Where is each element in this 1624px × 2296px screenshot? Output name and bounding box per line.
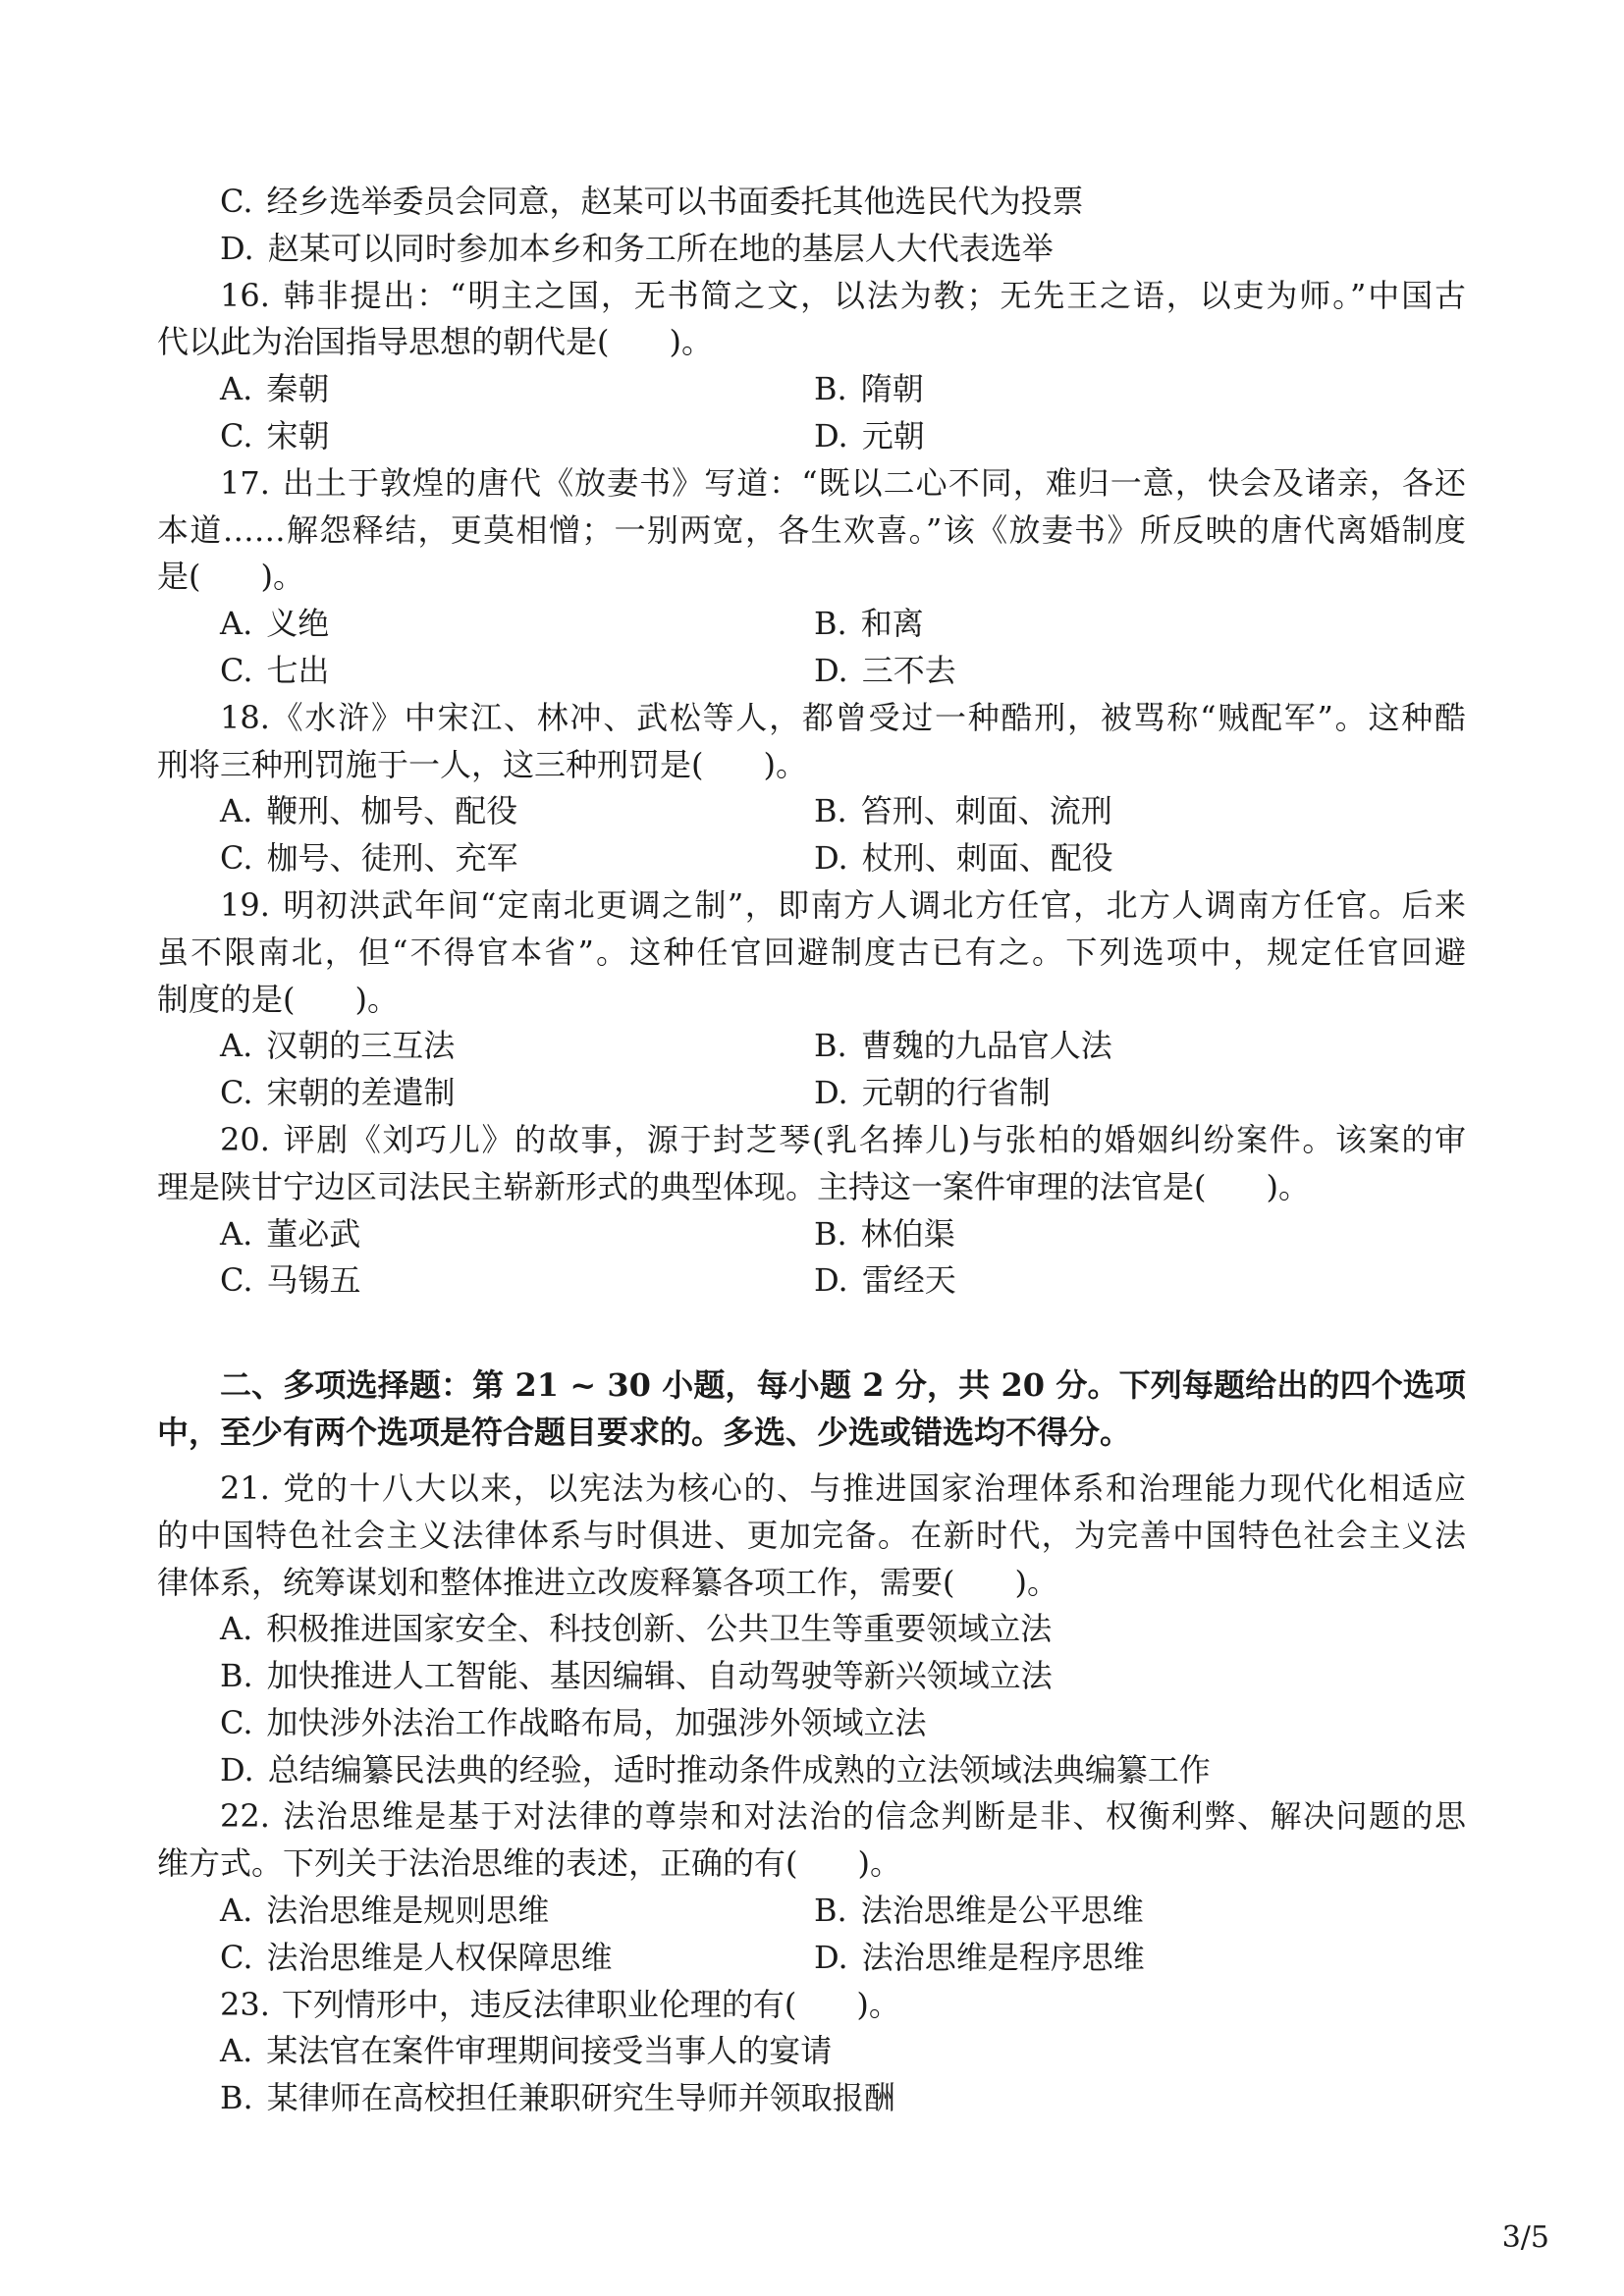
option-label: A. bbox=[220, 370, 253, 408]
question-16 bbox=[157, 273, 1466, 460]
option-a bbox=[220, 366, 814, 413]
option-c bbox=[157, 179, 1466, 226]
option-label: D. bbox=[814, 416, 848, 454]
question-number: 16. bbox=[220, 276, 270, 314]
option-text: 秦朝 bbox=[266, 370, 330, 408]
option-label: A. bbox=[220, 1027, 253, 1065]
option-c bbox=[220, 1257, 814, 1305]
question-stem-line: 的中国特色社会主义法律体系与时俱进、更加完备。在新时代，为完善中国特色社会主义法 bbox=[157, 1516, 1466, 1554]
question-18 bbox=[157, 695, 1466, 882]
option-text: 七出 bbox=[266, 651, 330, 689]
option-b bbox=[157, 2075, 1466, 2122]
question-stem-line bbox=[157, 1793, 1466, 1841]
section-heading-line: 中，至少有两个选项是符合题目要求的。多选、少选或错选均不得分。 bbox=[157, 1413, 1132, 1451]
question-stem-text: 党的十八大以来，以宪法为核心的、与推进国家治理体系和治理能力现代化相适应 bbox=[281, 1468, 1466, 1507]
question-stem-text: 评剧《刘巧儿》的故事，源于封芝琴(乳名捧儿)与张柏的婚姻纠纷案件。该案的审 bbox=[281, 1120, 1466, 1158]
option-row bbox=[157, 366, 1466, 413]
option-text: 法治思维是公平思维 bbox=[860, 1892, 1144, 1930]
option-text: 三不去 bbox=[861, 651, 956, 689]
option-text: 赵某可以同时参加本乡和务工所在地的基层人大代表选举 bbox=[267, 229, 1054, 267]
option-d bbox=[157, 1747, 1466, 1794]
option-b bbox=[814, 1888, 1144, 1935]
option-d bbox=[814, 648, 956, 695]
option-row bbox=[157, 788, 1466, 835]
option-d bbox=[157, 226, 1466, 273]
option-text: 马锡五 bbox=[266, 1261, 361, 1300]
option-text: 元朝 bbox=[861, 416, 925, 454]
question-19 bbox=[157, 882, 1466, 1117]
option-text: 鞭刑、枷号、配役 bbox=[266, 792, 518, 830]
option-label: B. bbox=[814, 1892, 847, 1930]
question-20 bbox=[157, 1117, 1466, 1305]
option-text: 义绝 bbox=[266, 605, 330, 643]
option-label: A. bbox=[220, 1610, 253, 1648]
option-label: D. bbox=[814, 1938, 848, 1976]
option-text: 某法官在案件审理期间接受当事人的宴请 bbox=[266, 2032, 833, 2070]
option-a bbox=[220, 1211, 814, 1258]
question-23 bbox=[157, 1982, 1466, 2122]
option-a bbox=[220, 601, 814, 648]
question-17 bbox=[157, 460, 1466, 695]
option-text: 某律师在高校担任兼职研究生导师并领取报酬 bbox=[266, 2079, 895, 2117]
option-label: B. bbox=[814, 370, 847, 408]
option-text: 隋朝 bbox=[860, 370, 924, 408]
question-stem-line: 是( )。 bbox=[157, 558, 305, 596]
question-stem-text: 《水浒》中宋江、林冲、武松等人，都曾受过一种酷刑，被骂称“贼配军”。这种酷 bbox=[269, 698, 1466, 736]
option-label: B. bbox=[814, 605, 847, 643]
option-b bbox=[814, 366, 924, 413]
option-text: 积极推进国家安全、科技创新、公共卫生等重要领域立法 bbox=[266, 1610, 1053, 1648]
option-label: B. bbox=[814, 1214, 847, 1253]
option-label: B. bbox=[814, 792, 847, 830]
question-stem-line bbox=[157, 1982, 1466, 2029]
option-c bbox=[220, 835, 814, 882]
option-text: 宋朝的差遣制 bbox=[266, 1074, 456, 1112]
question-stem-line: 本道……解怨释结，更莫相憎；一别两宽，各生欢喜。”该《放妻书》所反映的唐代离婚制度 bbox=[157, 510, 1466, 549]
option-text: 法治思维是规则思维 bbox=[266, 1892, 550, 1930]
option-row bbox=[157, 413, 1466, 460]
question-stem-line bbox=[157, 695, 1466, 742]
question-stem-text: 出土于敦煌的唐代《放妻书》写道：“既以二心不同，难归一意，快会及诸亲，各还 bbox=[281, 463, 1466, 502]
option-label: C. bbox=[220, 651, 253, 689]
option-b bbox=[814, 1023, 1112, 1070]
option-a bbox=[220, 1888, 814, 1935]
option-d bbox=[814, 1935, 1145, 1982]
option-label: A. bbox=[220, 605, 253, 643]
option-label: C. bbox=[220, 1703, 253, 1741]
option-text: 枷号、徒刑、充军 bbox=[266, 839, 518, 878]
question-stem-line: 刑将三种刑罚施于一人，这三种刑罚是( )。 bbox=[157, 745, 808, 783]
option-text: 董必武 bbox=[266, 1214, 361, 1253]
option-a bbox=[220, 1023, 814, 1070]
option-b bbox=[157, 1653, 1466, 1700]
question-stem-line: 制度的是( )。 bbox=[157, 980, 400, 1018]
question-stem-line: 律体系，统筹谋划和整体推进立改废释纂各项工作，需要( )。 bbox=[157, 1563, 1059, 1601]
option-text: 笞刑、刺面、流刑 bbox=[860, 792, 1112, 830]
option-c bbox=[157, 1700, 1466, 1747]
question-stem-line: 代以此为治国指导思想的朝代是( )。 bbox=[157, 323, 714, 361]
question-stem-line bbox=[157, 882, 1466, 930]
option-text: 杖刑、刺面、配役 bbox=[861, 839, 1113, 878]
question-15-continued-options bbox=[157, 179, 1466, 273]
question-number: 22. bbox=[220, 1797, 270, 1836]
option-a bbox=[220, 788, 814, 835]
section-heading bbox=[157, 1362, 1466, 1457]
option-label: C. bbox=[220, 183, 253, 220]
option-label: D. bbox=[814, 1074, 848, 1112]
question-number: 18. bbox=[220, 698, 270, 736]
question-number: 21. bbox=[220, 1468, 270, 1507]
option-label: D. bbox=[220, 229, 254, 267]
option-label: B. bbox=[814, 1027, 847, 1065]
question-stem-line: 虽不限南北，但“不得官本省”。这种任官回避制度古已有之。下列选项中，规定任官回避 bbox=[157, 933, 1466, 971]
option-row bbox=[157, 1211, 1466, 1258]
option-text: 法治思维是人权保障思维 bbox=[266, 1938, 613, 1976]
option-text: 汉朝的三互法 bbox=[266, 1027, 456, 1065]
option-text: 经乡选举委员会同意，赵某可以书面委托其他选民代为投票 bbox=[266, 183, 1084, 220]
option-label: D. bbox=[814, 651, 848, 689]
option-label: C. bbox=[220, 839, 253, 878]
option-label: A. bbox=[220, 1892, 253, 1930]
option-c bbox=[220, 413, 814, 460]
option-row bbox=[157, 1888, 1466, 1935]
option-text: 曹魏的九品官人法 bbox=[860, 1027, 1112, 1065]
option-row bbox=[157, 601, 1466, 648]
option-text: 总结编纂民法典的经验，适时推动条件成熟的立法领域法典编纂工作 bbox=[267, 1750, 1211, 1789]
option-row bbox=[157, 1257, 1466, 1305]
question-stem-line bbox=[157, 1466, 1466, 1513]
question-stem-text: 法治思维是基于对法律的尊崇和对法治的信念判断是非、权衡利弊、解决问题的思 bbox=[281, 1797, 1466, 1836]
question-22 bbox=[157, 1793, 1466, 1981]
option-label: A. bbox=[220, 2032, 253, 2070]
option-d bbox=[814, 835, 1113, 882]
option-text: 加快涉外法治工作战略布局，加强涉外领域立法 bbox=[266, 1703, 927, 1741]
option-b bbox=[814, 601, 924, 648]
option-b bbox=[814, 788, 1112, 835]
option-text: 元朝的行省制 bbox=[861, 1074, 1051, 1112]
option-row bbox=[157, 1070, 1466, 1117]
option-label: B. bbox=[220, 1657, 253, 1695]
option-row bbox=[157, 835, 1466, 882]
option-label: C. bbox=[220, 1074, 253, 1112]
option-d bbox=[814, 1070, 1051, 1117]
option-b bbox=[814, 1211, 955, 1258]
option-a bbox=[157, 1606, 1466, 1653]
option-a bbox=[157, 2028, 1466, 2075]
question-stem-line bbox=[157, 273, 1466, 320]
option-c bbox=[220, 1070, 814, 1117]
question-number: 20. bbox=[220, 1120, 270, 1158]
option-label: A. bbox=[220, 792, 253, 830]
question-stem-line bbox=[157, 1117, 1466, 1164]
option-row bbox=[157, 1935, 1466, 1982]
option-text: 雷经天 bbox=[861, 1261, 956, 1300]
option-text: 宋朝 bbox=[266, 416, 330, 454]
option-text: 加快推进人工智能、基因编辑、自动驾驶等新兴领域立法 bbox=[266, 1657, 1053, 1695]
question-stem-text: 下列情形中，违反法律职业伦理的有( )。 bbox=[281, 1985, 900, 2023]
option-label: A. bbox=[220, 1214, 253, 1253]
question-number: 17. bbox=[220, 463, 270, 502]
option-label: B. bbox=[220, 2079, 253, 2117]
page-content bbox=[157, 179, 1466, 2122]
question-stem-line: 理是陕甘宁边区司法民主崭新形式的典型体现。主持这一案件审理的法官是( )。 bbox=[157, 1167, 1311, 1205]
section-heading-line: 二、多项选择题：第 21 ~ 30 小题，每小题 2 分，共 20 分。下列每题给出的四个选项 bbox=[220, 1365, 1466, 1404]
question-stem-text: 韩非提出：“明主之国，无书简之文，以法为教；无先王之语，以吏为师。”中国古 bbox=[281, 276, 1466, 314]
option-label: D. bbox=[814, 1261, 848, 1300]
option-text: 和离 bbox=[860, 605, 924, 643]
question-stem-text: 明初洪武年间“定南北更调之制”，即南方人调北方任官，北方人调南方任官。后来 bbox=[281, 885, 1466, 924]
option-row bbox=[157, 1023, 1466, 1070]
question-stem-line: 维方式。下列关于法治思维的表述，正确的有( )。 bbox=[157, 1844, 902, 1883]
question-stem-line bbox=[157, 460, 1466, 507]
option-label: C. bbox=[220, 1261, 253, 1300]
question-21 bbox=[157, 1466, 1466, 1794]
option-label: D. bbox=[814, 839, 848, 878]
question-number: 19. bbox=[220, 885, 270, 924]
option-label: C. bbox=[220, 416, 253, 454]
option-d bbox=[814, 1257, 956, 1305]
option-label: C. bbox=[220, 1938, 253, 1976]
option-text: 法治思维是程序思维 bbox=[861, 1938, 1145, 1976]
option-d bbox=[814, 413, 925, 460]
option-label: D. bbox=[220, 1750, 254, 1789]
option-row bbox=[157, 648, 1466, 695]
option-text: 林伯渠 bbox=[860, 1214, 955, 1253]
option-c bbox=[220, 648, 814, 695]
option-c bbox=[220, 1935, 814, 1982]
question-number: 23. bbox=[220, 1985, 270, 2023]
page-number: 3/5 bbox=[1501, 2220, 1549, 2255]
